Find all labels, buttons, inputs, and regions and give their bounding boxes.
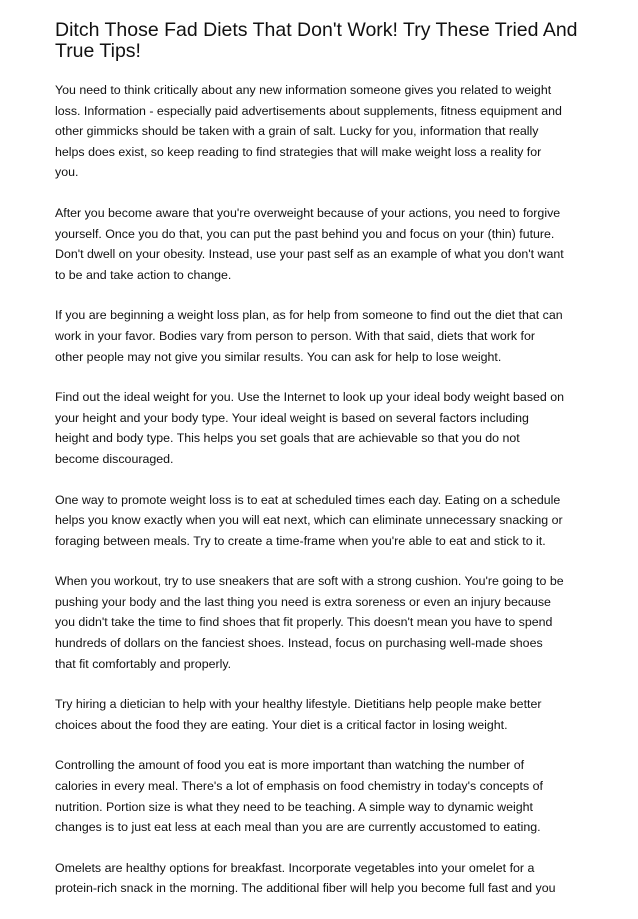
text-line: loss. Information - especially paid advertisements about supplements, fitness equipment and: [55, 103, 562, 118]
text-line: Controlling the amount of food you eat is more important than watching the number of: [55, 758, 525, 773]
document-page: [55, 20, 595, 919]
text-line: nutrition. Portion size is what they need to be teaching. A simple way to dynamic weight: [55, 799, 533, 814]
text-line: foraging between meals. Try to create a time-frame when you're able to eat and stick to it.: [55, 533, 546, 548]
text-line: protein-rich snack in the morning. The additional fiber will help you become full fast and you: [55, 881, 556, 896]
text-line: When you workout, try to use sneakers that are soft with a strong cushion. You're going to be: [55, 574, 564, 589]
text-line: work in your favor. Bodies vary from person to person. With that said, diets that work for: [55, 328, 535, 343]
title-line: Ditch Those Fad Diets That Don't Work! Try These Tried And: [55, 19, 578, 41]
paragraph-9: [55, 858, 595, 899]
text-line: other gimmicks should be taken with a grain of salt. Lucky for you, information that really: [55, 124, 539, 139]
text-line: hundreds of dollars on the fanciest shoes. Instead, focus on purchasing well-made shoes: [55, 636, 543, 651]
text-line: Find out the ideal weight for you. Use the Internet to look up your ideal body weight based on: [55, 390, 565, 405]
text-line: other people may not give you similar results. You can ask for help to lose weight.: [55, 349, 502, 364]
text-line: that fit comfortably and properly.: [55, 656, 232, 671]
text-line: height and body type. This helps you set goals that are achievable so that you do not: [55, 431, 520, 446]
text-line: helps does exist, so keep reading to find strategies that will make weight loss a reality for: [55, 144, 542, 159]
text-line: to be and take action to change.: [55, 267, 232, 282]
paragraph-7: [55, 694, 595, 735]
text-line: become discouraged.: [55, 451, 174, 466]
paragraph-1: [55, 80, 595, 183]
text-line: you.: [55, 165, 79, 180]
page-title: [55, 20, 595, 62]
text-line: One way to promote weight loss is to eat at scheduled times each day. Eating on a schedule: [55, 492, 561, 507]
text-line: After you become aware that you're overweight because of your actions, you need to forgive: [55, 205, 561, 220]
paragraph-2: [55, 203, 595, 285]
text-line: yourself. Once you do that, you can put the past behind you and focus on your (thin) future.: [55, 226, 555, 241]
text-line: pushing your body and the last thing you need is extra soreness or even an injury because: [55, 594, 551, 609]
paragraph-4: [55, 387, 595, 469]
text-line: calories in every meal. There's a lot of emphasis on food chemistry in today's concepts of: [55, 779, 543, 794]
paragraph-8: [55, 755, 595, 837]
title-line: True Tips!: [55, 40, 141, 62]
text-line: Omelets are healthy options for breakfast. Incorporate vegetables into your omelet for a: [55, 860, 535, 875]
text-line: You need to think critically about any new information someone gives you related to weight: [55, 83, 552, 97]
text-line: If you are beginning a weight loss plan, as for help from someone to find out the diet that can: [55, 308, 563, 323]
paragraph-3: [55, 305, 595, 367]
text-line: you didn't take the time to find shoes that fit properly. This doesn't mean you have to spend: [55, 615, 553, 630]
text-line: changes is to just eat less at each meal than you are are currently accustomed to eating.: [55, 820, 541, 835]
text-line: Try hiring a dietician to help with your healthy lifestyle. Dietitians help people make better: [55, 697, 542, 712]
text-line: helps you know exactly when you will eat next, which can eliminate unnecessary snacking or: [55, 513, 563, 528]
text-line: Don't dwell on your obesity. Instead, use your past self as an example of what you don't want: [55, 247, 564, 262]
paragraph-5: [55, 490, 595, 552]
text-line: your height and your body type. Your ideal weight is based on several factors including: [55, 410, 529, 425]
paragraph-6: [55, 571, 595, 674]
text-line: choices about the food they are eating. Your diet is a critical factor in losing weight.: [55, 717, 508, 732]
